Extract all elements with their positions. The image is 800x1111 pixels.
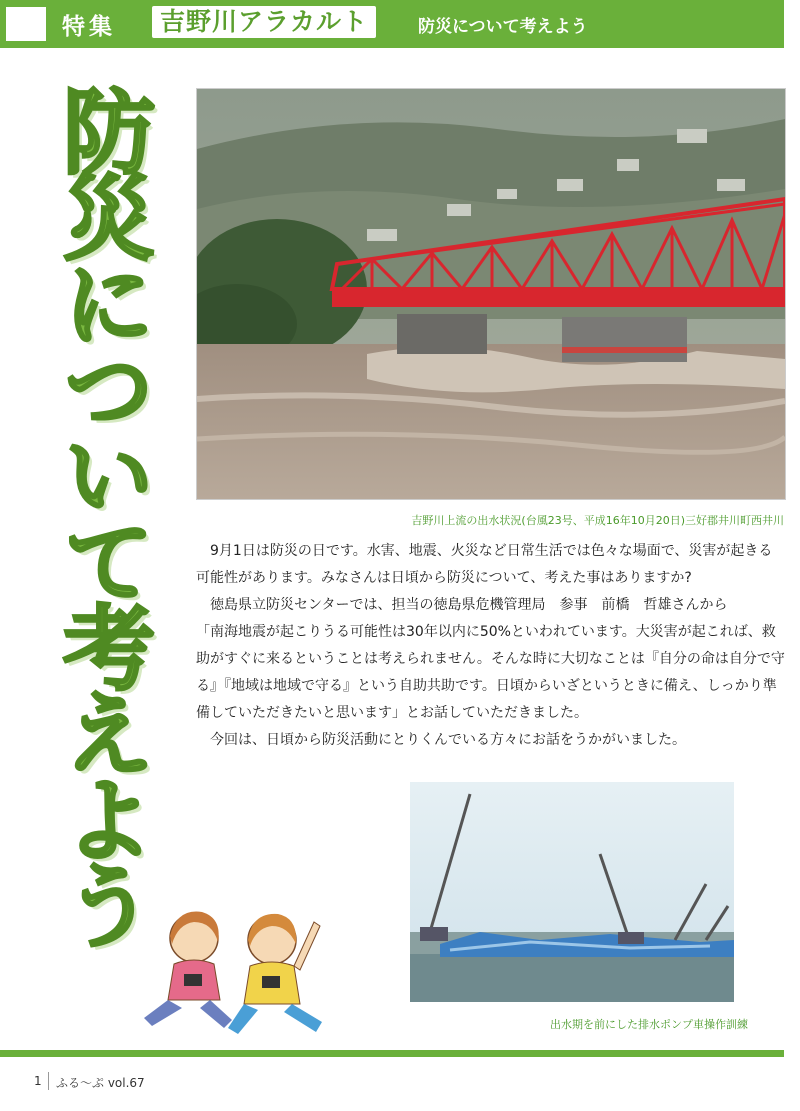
header-series-title: 吉野川アラカルト	[152, 6, 376, 38]
body-paragraph: 徳島県立防災センターでは、担当の徳島県危機管理局 参事 前橋 哲雄さんから	[210, 597, 728, 613]
body-paragraph: 今回は、日頃から防災活動にとりくんでいる方々にお話をうかがいました。	[210, 732, 686, 748]
footer-rule	[0, 1050, 784, 1057]
header-feature-label: 特集	[62, 14, 116, 40]
header-bar	[0, 0, 784, 48]
page-number: 1	[34, 1074, 42, 1088]
header-subtitle: 防災について考えよう	[418, 17, 588, 37]
publication-title: ふる〜ぷ vol.67	[56, 1076, 145, 1090]
pump-truck-training-photo	[410, 782, 734, 1002]
flood-bridge-photo	[196, 88, 786, 500]
main-photo-caption: 吉野川上流の出水状況(台風23号、平成16年10月20日)三好郡井川町西井川	[411, 514, 784, 527]
vertical-title: 防災について考えよう	[48, 84, 155, 944]
header-square	[6, 7, 46, 41]
sub-photo-caption: 出水期を前にした排水ポンプ車操作訓練	[550, 1018, 748, 1031]
article-body	[196, 538, 786, 754]
footer-separator	[48, 1072, 49, 1090]
body-paragraph: 「南海地震が起こりうる可能性は30年以内に50%といわれています。大災害が起これば、救助がすぐに来るということは考えられません。そんな時に大切なことは『自分の命は自分で守る』『地域は地域で守る』という自助共助です。日頃からいざというときに備え、しっかり準備していただきたいと思います」とお話していただきました。	[196, 624, 785, 721]
body-paragraph: 9月1日は防災の日です。水害、地震、火災など日常生活では色々な場面で、災害が起きる可能性があります。みなさんは日頃から防災について、考えた事はありますか?	[196, 543, 773, 586]
children-illustration	[132, 900, 342, 1050]
